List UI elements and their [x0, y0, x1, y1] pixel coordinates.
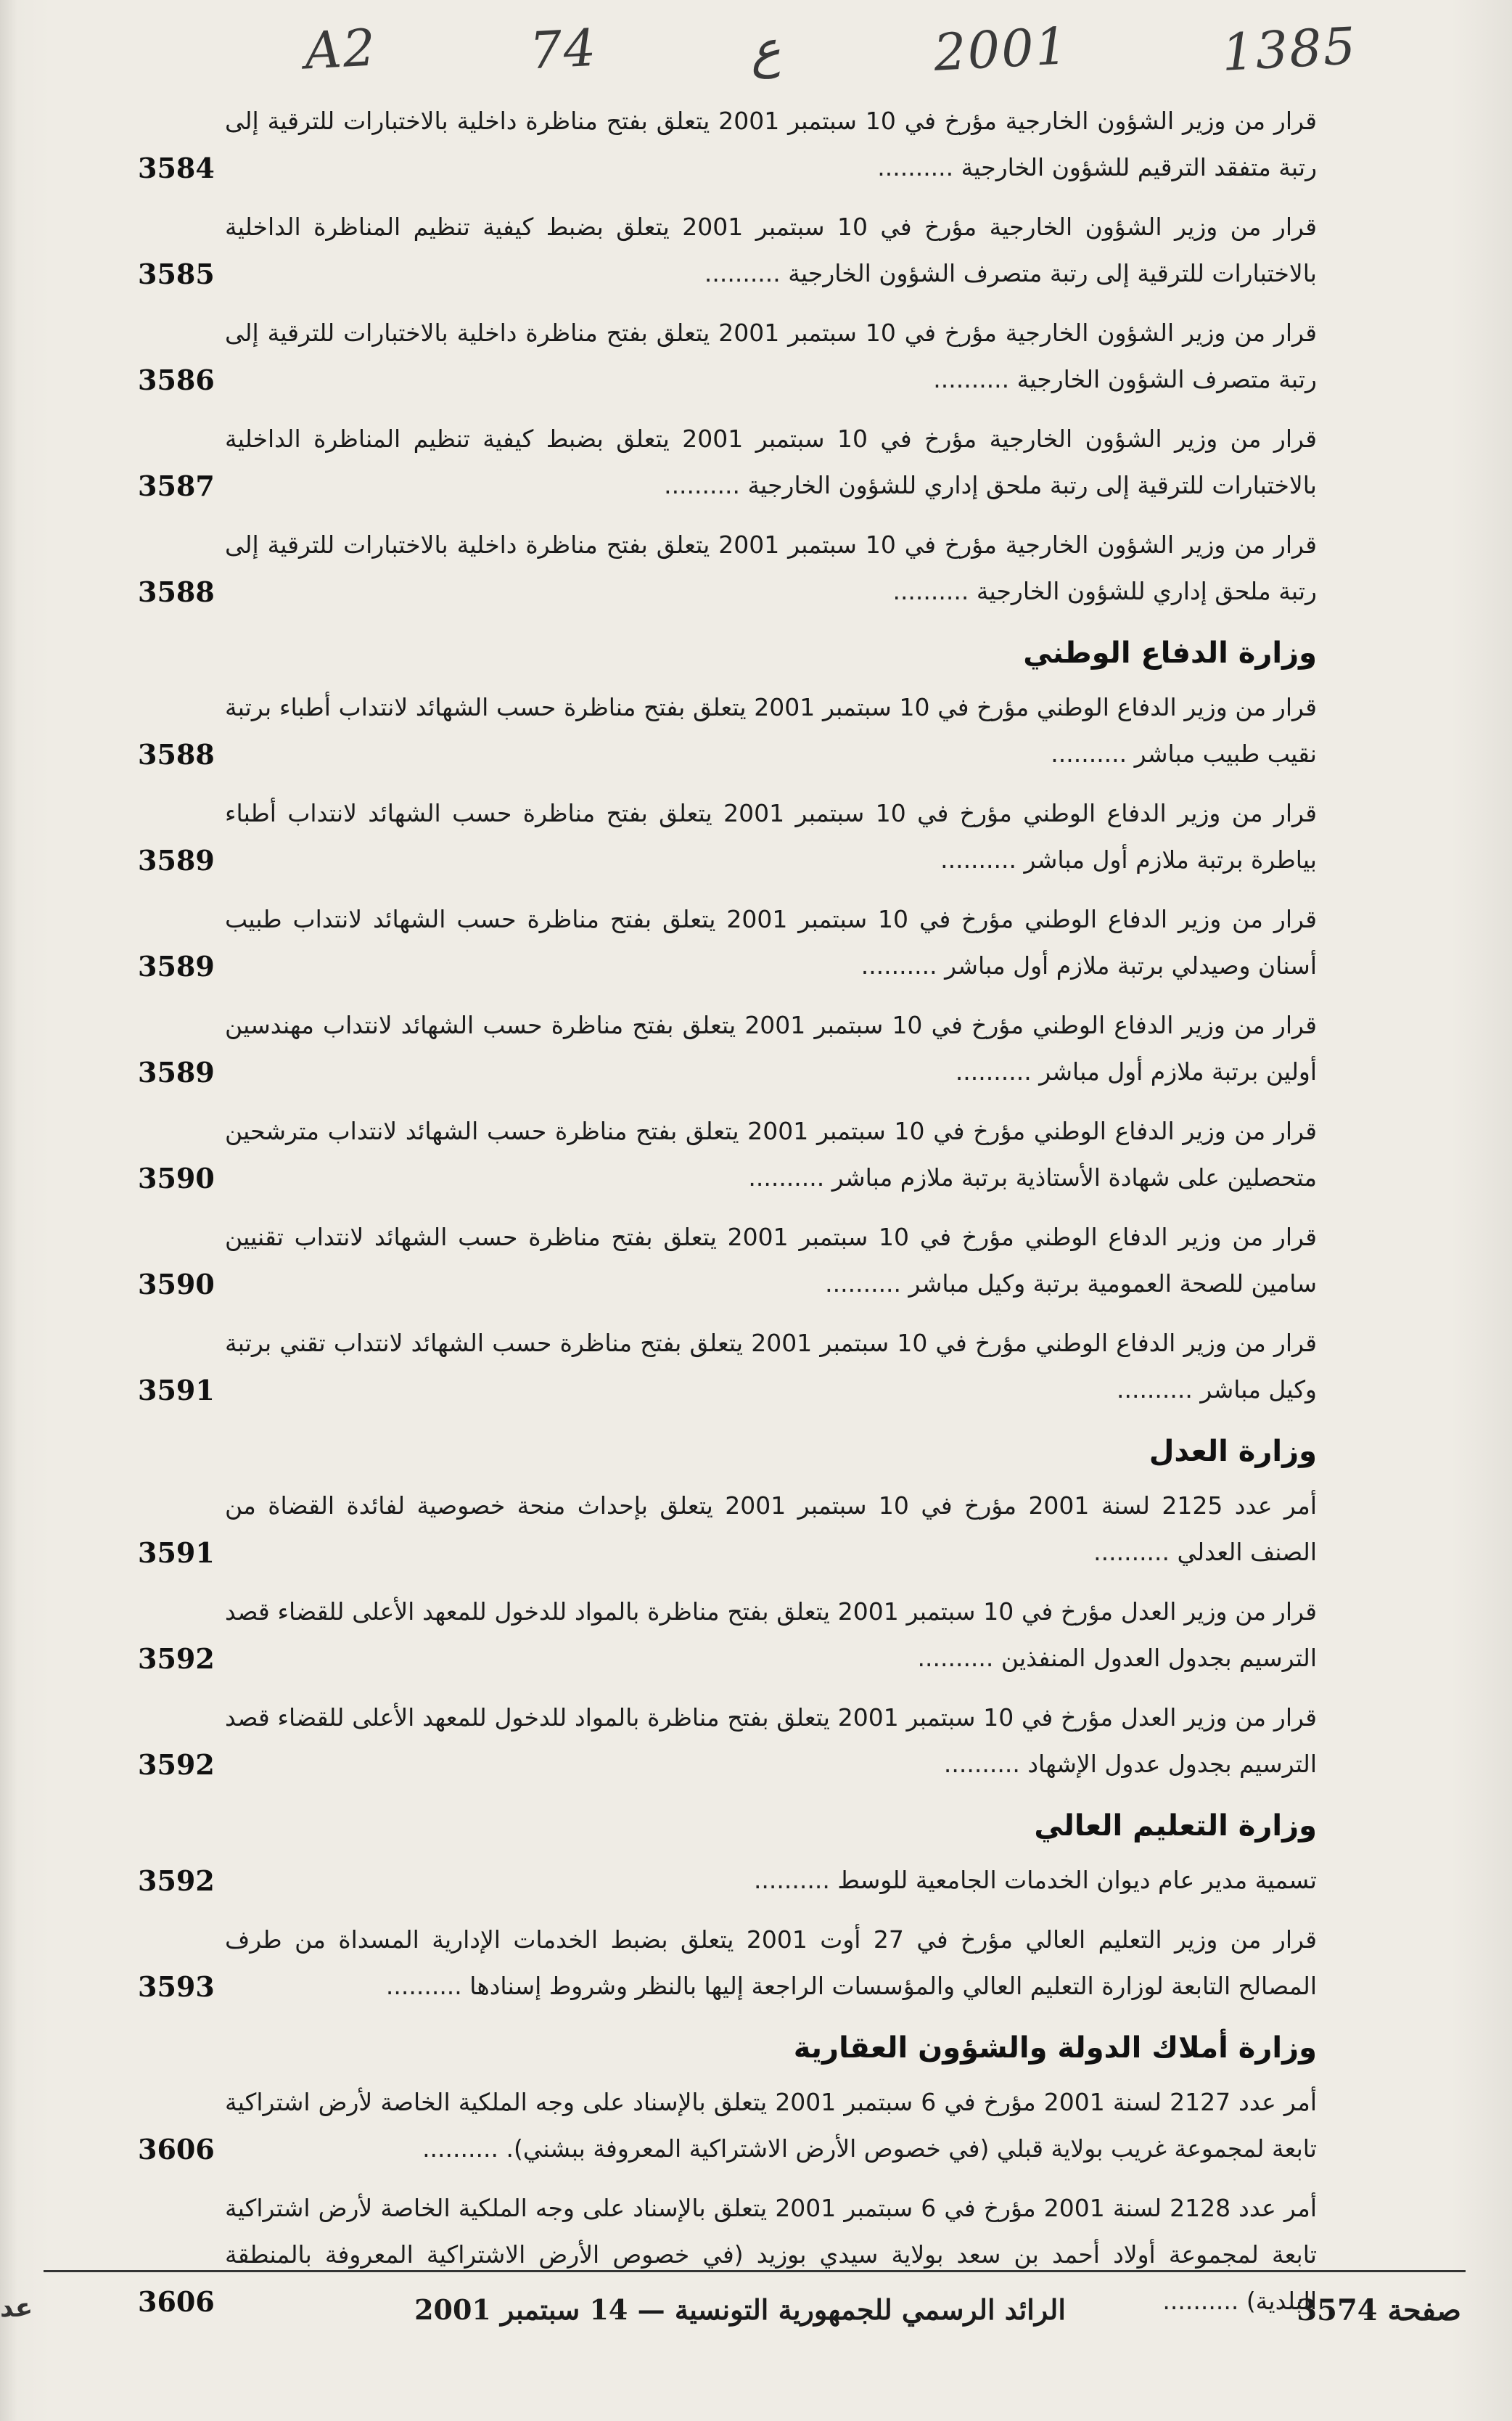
leader-dots: ..........	[664, 471, 748, 499]
toc-page-number: 3585	[138, 258, 215, 290]
toc-page-number: 3593	[138, 1970, 215, 2003]
toc-page-number: 3590	[138, 1162, 215, 1195]
toc-entry	[138, 1857, 1317, 1904]
toc-entry	[138, 1214, 1317, 1307]
toc-entry-title: قرار من وزير العدل مؤرخ في 10 سبتمبر 2001 يتعلق بفتح مناظرة بالمواد للدخول للمعهد الأعلى للقضاء قصد الترسيم بجدول العدول المنفذين	[225, 1597, 1317, 1672]
toc-entry-title: تسمية مدير عام ديوان الخدمات الجامعية للوسط	[837, 1866, 1317, 1894]
toc-entry-text	[225, 1214, 1317, 1307]
toc-entry-title: قرار من وزير الدفاع الوطني مؤرخ في 10 سبتمبر 2001 يتعلق بفتح مناظرة حسب الشهائد لانتداب مترشحين متحصلين على شهادة الأستاذية برتبة ملازم مباشر	[225, 1117, 1317, 1192]
handwritten-ref-5: 1385	[1220, 16, 1358, 83]
toc-page-number: 3606	[138, 2133, 215, 2166]
toc-entry-title: قرار من وزير الدفاع الوطني مؤرخ في 10 سبتمبر 2001 يتعلق بفتح مناظرة حسب الشهائد لانتداب أطباء برتبة نقيب طبيب مباشر	[225, 693, 1317, 768]
toc-page-number: 3588	[138, 575, 215, 608]
toc-entry	[138, 1002, 1317, 1095]
toc-entry	[138, 416, 1317, 509]
toc-entry	[138, 98, 1317, 191]
toc-page-number: 3606	[138, 2285, 215, 2318]
leader-dots: ..........	[753, 1866, 838, 1894]
leader-dots: ..........	[1051, 740, 1135, 768]
leader-dots: ..........	[917, 1644, 1001, 1672]
toc-page-number: 3592	[138, 1748, 215, 1781]
toc-entry	[138, 522, 1317, 615]
toc-entry-text	[225, 1483, 1317, 1576]
handwritten-ref-4: 2001	[932, 16, 1070, 83]
footer-divider	[44, 2270, 1466, 2272]
toc-entry-title: قرار من وزير الشؤون الخارجية مؤرخ في 10 سبتمبر 2001 يتعلق بفتح مناظرة داخلية بالاختبارات للترقية إلى رتبة ملحق إداري للشؤون الخارجية	[225, 531, 1318, 605]
toc-entry	[138, 684, 1317, 777]
toc-entry-title: قرار من وزير الدفاع الوطني مؤرخ في 10 سبتمبر 2001 يتعلق بفتح مناظرة حسب الشهائد لانتداب مهندسين أولين برتبة ملازم أول مباشر	[225, 1011, 1318, 1086]
handwritten-reference	[305, 6, 1357, 93]
page-footer	[0, 2286, 1512, 2344]
toc-entry	[138, 2079, 1317, 2172]
leader-dots: ..........	[422, 2134, 506, 2163]
leader-dots: ..........	[1162, 2287, 1246, 2315]
section-title: وزارة العدل	[1149, 1435, 1317, 1468]
leader-dots: ..........	[704, 259, 789, 287]
toc-entry-text	[225, 204, 1317, 297]
toc-page-number: 3591	[138, 1374, 215, 1406]
toc-entry	[138, 1589, 1317, 1681]
toc-page-number: 3586	[138, 364, 215, 396]
toc-page-number: 3588	[138, 738, 215, 771]
handwritten-ref-3: ع	[748, 18, 782, 81]
toc-entry	[138, 204, 1317, 297]
toc-entry-title: قرار من وزير العدل مؤرخ في 10 سبتمبر 2001 يتعلق بفتح مناظرة بالمواد للدخول للمعهد الأعلى للقضاء قصد الترسيم بجدول عدول الإشهاد	[225, 1703, 1317, 1778]
toc-entry-title: أمر عدد 2127 لسنة 2001 مؤرخ في 6 سبتمبر 2001 يتعلق بالإسناد على وجه الملكية الخاصة لأرض اشتراكية تابعة لمجموعة غريب بولاية قبلي (في خصوص الأرض الاشتراكية المعروفة ببشني).	[225, 2088, 1317, 2163]
leader-dots: ..........	[1116, 1375, 1201, 1404]
toc-entry-text	[225, 1108, 1317, 1201]
toc-page-number: 3587	[138, 470, 215, 502]
leader-dots: ..........	[825, 1269, 909, 1298]
toc-entry-text	[225, 1857, 1317, 1904]
toc-page-number: 3591	[138, 1536, 215, 1569]
toc-entry-text	[225, 1695, 1317, 1787]
leader-dots: ..........	[877, 153, 961, 181]
footer-left-fragment: عد	[0, 2293, 33, 2323]
leader-dots: ..........	[943, 1750, 1028, 1778]
toc-entry-text	[225, 684, 1317, 777]
toc-entry-text	[225, 1320, 1317, 1413]
toc-entry	[138, 1108, 1317, 1201]
toc-page-number: 3589	[138, 844, 215, 877]
toc-entry-title: أمر عدد 2125 لسنة 2001 مؤرخ في 10 سبتمبر 2001 يتعلق بإحداث منحة خصوصية لفائدة القضاة من الصنف العدلي	[225, 1491, 1317, 1566]
toc-entry-text	[225, 1917, 1317, 2010]
toc-page-number: 3589	[138, 1056, 215, 1089]
toc-entry	[138, 1695, 1317, 1787]
toc-entry-title: قرار من وزير الشؤون الخارجية مؤرخ في 10 سبتمبر 2001 يتعلق بضبط كيفية تنظيم المناظرة الداخلية بالاختبارات للترقية إلى رتبة ملحق إداري للشؤون الخارجية	[225, 425, 1318, 499]
handwritten-ref-2: 74	[527, 17, 599, 81]
leader-dots: ..........	[385, 1972, 470, 2000]
toc-entry	[138, 1917, 1317, 2010]
toc-entry	[138, 790, 1317, 883]
toc-entry-title: قرار من وزير الدفاع الوطني مؤرخ في 10 سبتمبر 2001 يتعلق بفتح مناظرة حسب الشهائد لانتداب تقنيين سامين للصحة العمومية برتبة وكيل مباشر	[225, 1223, 1317, 1298]
toc-entry-text	[225, 2079, 1317, 2172]
leader-dots: ..........	[860, 951, 945, 980]
leader-dots: ..........	[748, 1163, 832, 1192]
toc-entry	[138, 1483, 1317, 1576]
toc-entry-title: قرار من وزير الدفاع الوطني مؤرخ في 10 سبتمبر 2001 يتعلق بفتح مناظرة حسب الشهائد لانتداب طبيب أسنان وصيدلي برتبة ملازم أول مباشر	[225, 905, 1317, 980]
toc-entry-title: قرار من وزير الشؤون الخارجية مؤرخ في 10 سبتمبر 2001 يتعلق بفتح مناظرة داخلية بالاختبارات للترقية إلى رتبة متفقد الترقيم للشؤون الخارجية	[225, 107, 1318, 181]
leader-dots: ..........	[892, 577, 977, 605]
toc-entry-title: قرار من وزير التعليم العالي مؤرخ في 27 أوت 2001 يتعلق بضبط الخدمات الإدارية المسداة من طرف المصالح التابعة لوزارة التعليم العالي والمؤسسات الراجعة إليها بالنظر وشروط إسنادها	[225, 1925, 1317, 2000]
leader-dots: ..........	[940, 845, 1024, 874]
toc-entry-text	[225, 1589, 1317, 1681]
toc-entry-text	[225, 522, 1317, 615]
leader-dots: ..........	[933, 365, 1017, 393]
toc-entry-title: أمر عدد 2128 لسنة 2001 مؤرخ في 6 سبتمبر 2001 يتعلق بالإسناد على وجه الملكية الخاصة لأرض اشتراكية تابعة لمجموعة أولاد أحمد بن سعد بولاية سيدي بوزيد (في خصوص الأرض الاشتراكية المعروفة بالمنطقة البلدية)	[225, 2194, 1317, 2315]
toc-entry-title: قرار من وزير الشؤون الخارجية مؤرخ في 10 سبتمبر 2001 يتعلق بضبط كيفية تنظيم المناظرة الداخلية بالاختبارات للترقية إلى رتبة متصرف الشؤون الخارجية	[225, 213, 1318, 287]
toc-entry-text	[225, 790, 1317, 883]
toc-page-number: 3589	[138, 950, 215, 983]
toc-entry-text	[225, 896, 1317, 989]
section-title: وزارة الدفاع الوطني	[1023, 636, 1317, 670]
leader-dots: ..........	[955, 1057, 1040, 1086]
toc-entry-text	[225, 98, 1317, 191]
toc-entry-title: قرار من وزير الدفاع الوطني مؤرخ في 10 سبتمبر 2001 يتعلق بفتح مناظرة حسب الشهائد لانتداب تقني برتبة وكيل مباشر	[225, 1329, 1317, 1404]
toc-entry-text	[225, 416, 1317, 509]
footer-journal-title: الرائد الرسمي للجمهورية التونسية — 14 سبتمبر 2001	[414, 2293, 1066, 2326]
toc-page-number: 3590	[138, 1268, 215, 1300]
section-title: وزارة التعليم العالي	[1034, 1809, 1317, 1843]
toc-page-number: 3584	[138, 152, 215, 184]
toc-entry	[138, 310, 1317, 403]
toc-entry-title: قرار من وزير الشؤون الخارجية مؤرخ في 10 سبتمبر 2001 يتعلق بفتح مناظرة داخلية بالاختبارات للترقية إلى رتبة متصرف الشؤون الخارجية	[225, 319, 1318, 393]
table-of-contents	[138, 98, 1317, 2338]
toc-entry	[138, 896, 1317, 989]
section-title: وزارة أملاك الدولة والشؤون العقارية	[793, 2031, 1317, 2065]
toc-page-number: 3592	[138, 1642, 215, 1675]
handwritten-ref-1: A2	[303, 17, 379, 81]
leader-dots: ..........	[1093, 1538, 1178, 1566]
toc-entry-text	[225, 310, 1317, 403]
toc-page-number: 3592	[138, 1864, 215, 1897]
toc-entry	[138, 1320, 1317, 1413]
toc-entry-text	[225, 1002, 1317, 1095]
toc-entry-title: قرار من وزير الدفاع الوطني مؤرخ في 10 سبتمبر 2001 يتعلق بفتح مناظرة حسب الشهائد لانتداب أطباء بياطرة برتبة ملازم أول مباشر	[225, 799, 1317, 874]
footer-page-number: صفحة 3574	[1297, 2293, 1461, 2327]
